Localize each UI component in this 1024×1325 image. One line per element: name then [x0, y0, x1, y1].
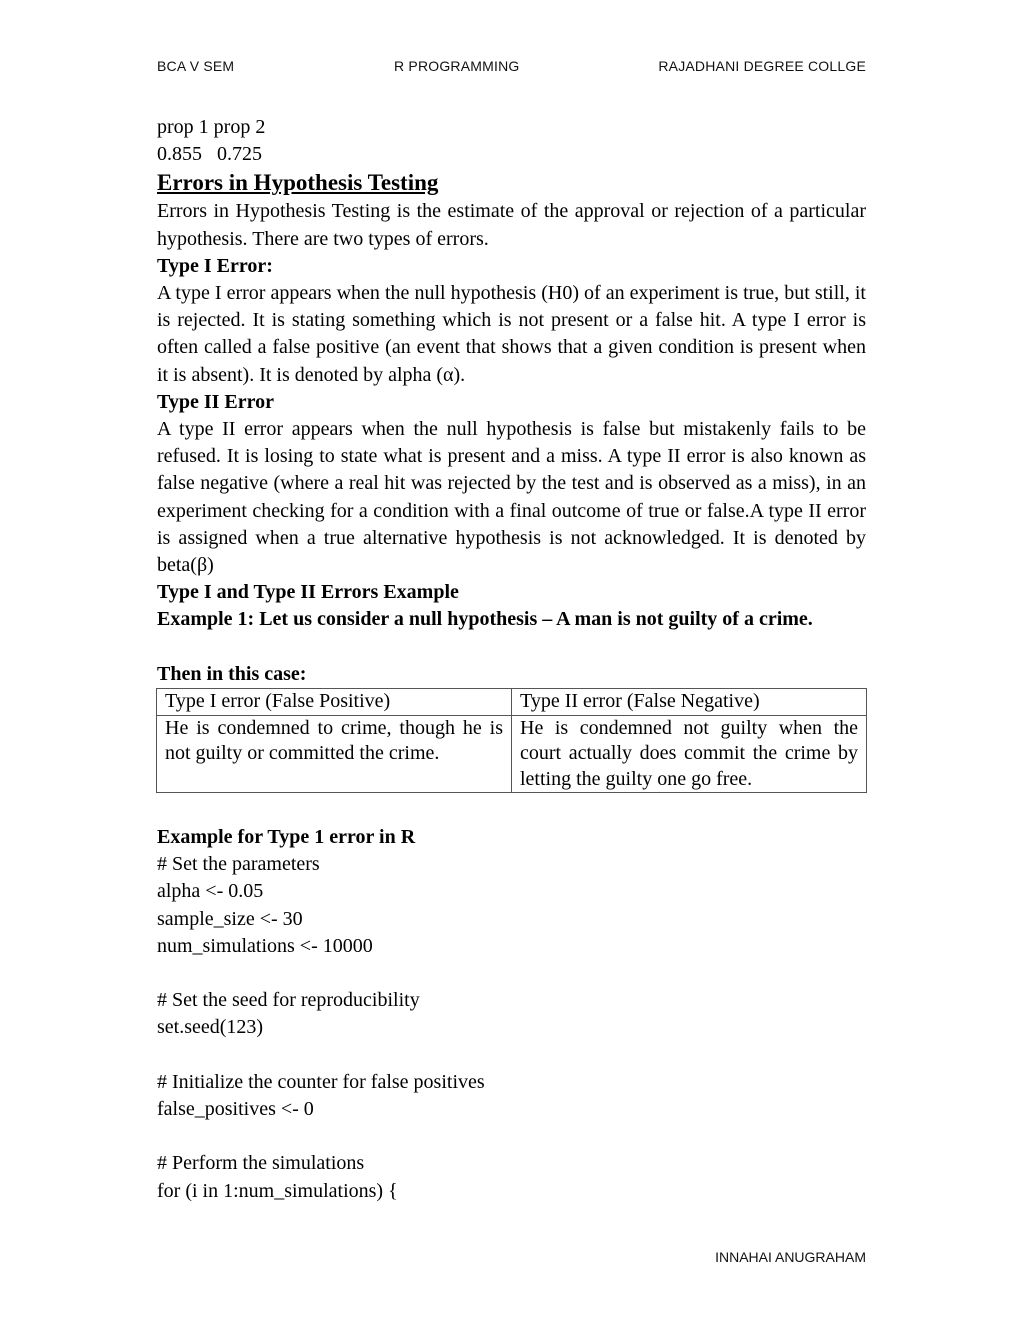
output-line-1: prop 1 prop 2 [157, 116, 266, 138]
type1-heading: Type I Error: [157, 254, 273, 277]
code-line: alpha <- 0.05 [157, 880, 264, 903]
table-cell: He is condemned not guilty when the court actually does commit the crime by letting the guilty one go free. [512, 715, 867, 793]
code-line: num_simulations <- 10000 [157, 934, 373, 957]
code-line: # Set the seed for reproducibility [157, 989, 420, 1012]
footer-author: INNAHAI ANUGRAHAM [715, 1249, 866, 1265]
case-label: Then in this case: [157, 662, 307, 685]
table-row [157, 715, 867, 793]
section-title: Errors in Hypothesis Testing [157, 170, 439, 196]
code-line: set.seed(123) [157, 1016, 264, 1039]
type2-heading: Type II Error [157, 390, 275, 413]
error-comparison-table [156, 688, 867, 793]
code-line: # Set the parameters [157, 853, 320, 876]
header-right: RAJADHANI DEGREE COLLGE [658, 58, 866, 74]
table-header-row [157, 689, 867, 716]
code-line: # Perform the simulations [157, 1152, 365, 1175]
code-line: false_positives <- 0 [157, 1098, 314, 1121]
table-header-cell: Type II error (False Negative) [512, 689, 867, 716]
example-heading: Type I and Type II Errors Example [157, 581, 459, 604]
code-line: # Initialize the counter for false positives [157, 1070, 485, 1093]
type1-paragraph: A type I error appears when the null hypothesis (H0) of an experiment is true, but still, it is rejected. It is stating something which is not present or a false hit. A type I error is often called a false positive (an event that shows that a given condition is present when it is absent). It is denoted by alpha (α). [157, 282, 866, 386]
header-left: BCA V SEM [157, 58, 235, 74]
code-heading: Example for Type 1 error in R [157, 826, 416, 849]
table-cell: He is condemned to crime, though he is not guilty or committed the crime. [157, 715, 512, 793]
type2-paragraph: A type II error appears when the null hypothesis is false but mistakenly fails to be refused. It is losing to state what is present and a miss. A type II error is also known as false negative (where a real hit was rejected by the test and is observed as a miss), in an experiment checking for a condition with a final outcome of true or false.A type II error is assigned when a true alternative hypothesis is not acknowledged. It is denoted by beta(β) [157, 418, 866, 577]
intro-paragraph: Errors in Hypothesis Testing is the estimate of the approval or rejection of a particular hypothesis. There are two types of errors. [157, 200, 866, 250]
table-header-cell: Type I error (False Positive) [157, 689, 512, 716]
code-block [157, 851, 866, 1205]
example1-statement: Example 1: Let us consider a null hypothesis – A man is not guilty of a crime. [157, 608, 813, 631]
code-line: sample_size <- 30 [157, 907, 303, 930]
header-center: R PROGRAMMING [394, 58, 520, 74]
page-content [157, 114, 866, 1205]
output-line-2: 0.855 0.725 [157, 143, 262, 166]
code-line: for (i in 1:num_simulations) { [157, 1179, 398, 1202]
